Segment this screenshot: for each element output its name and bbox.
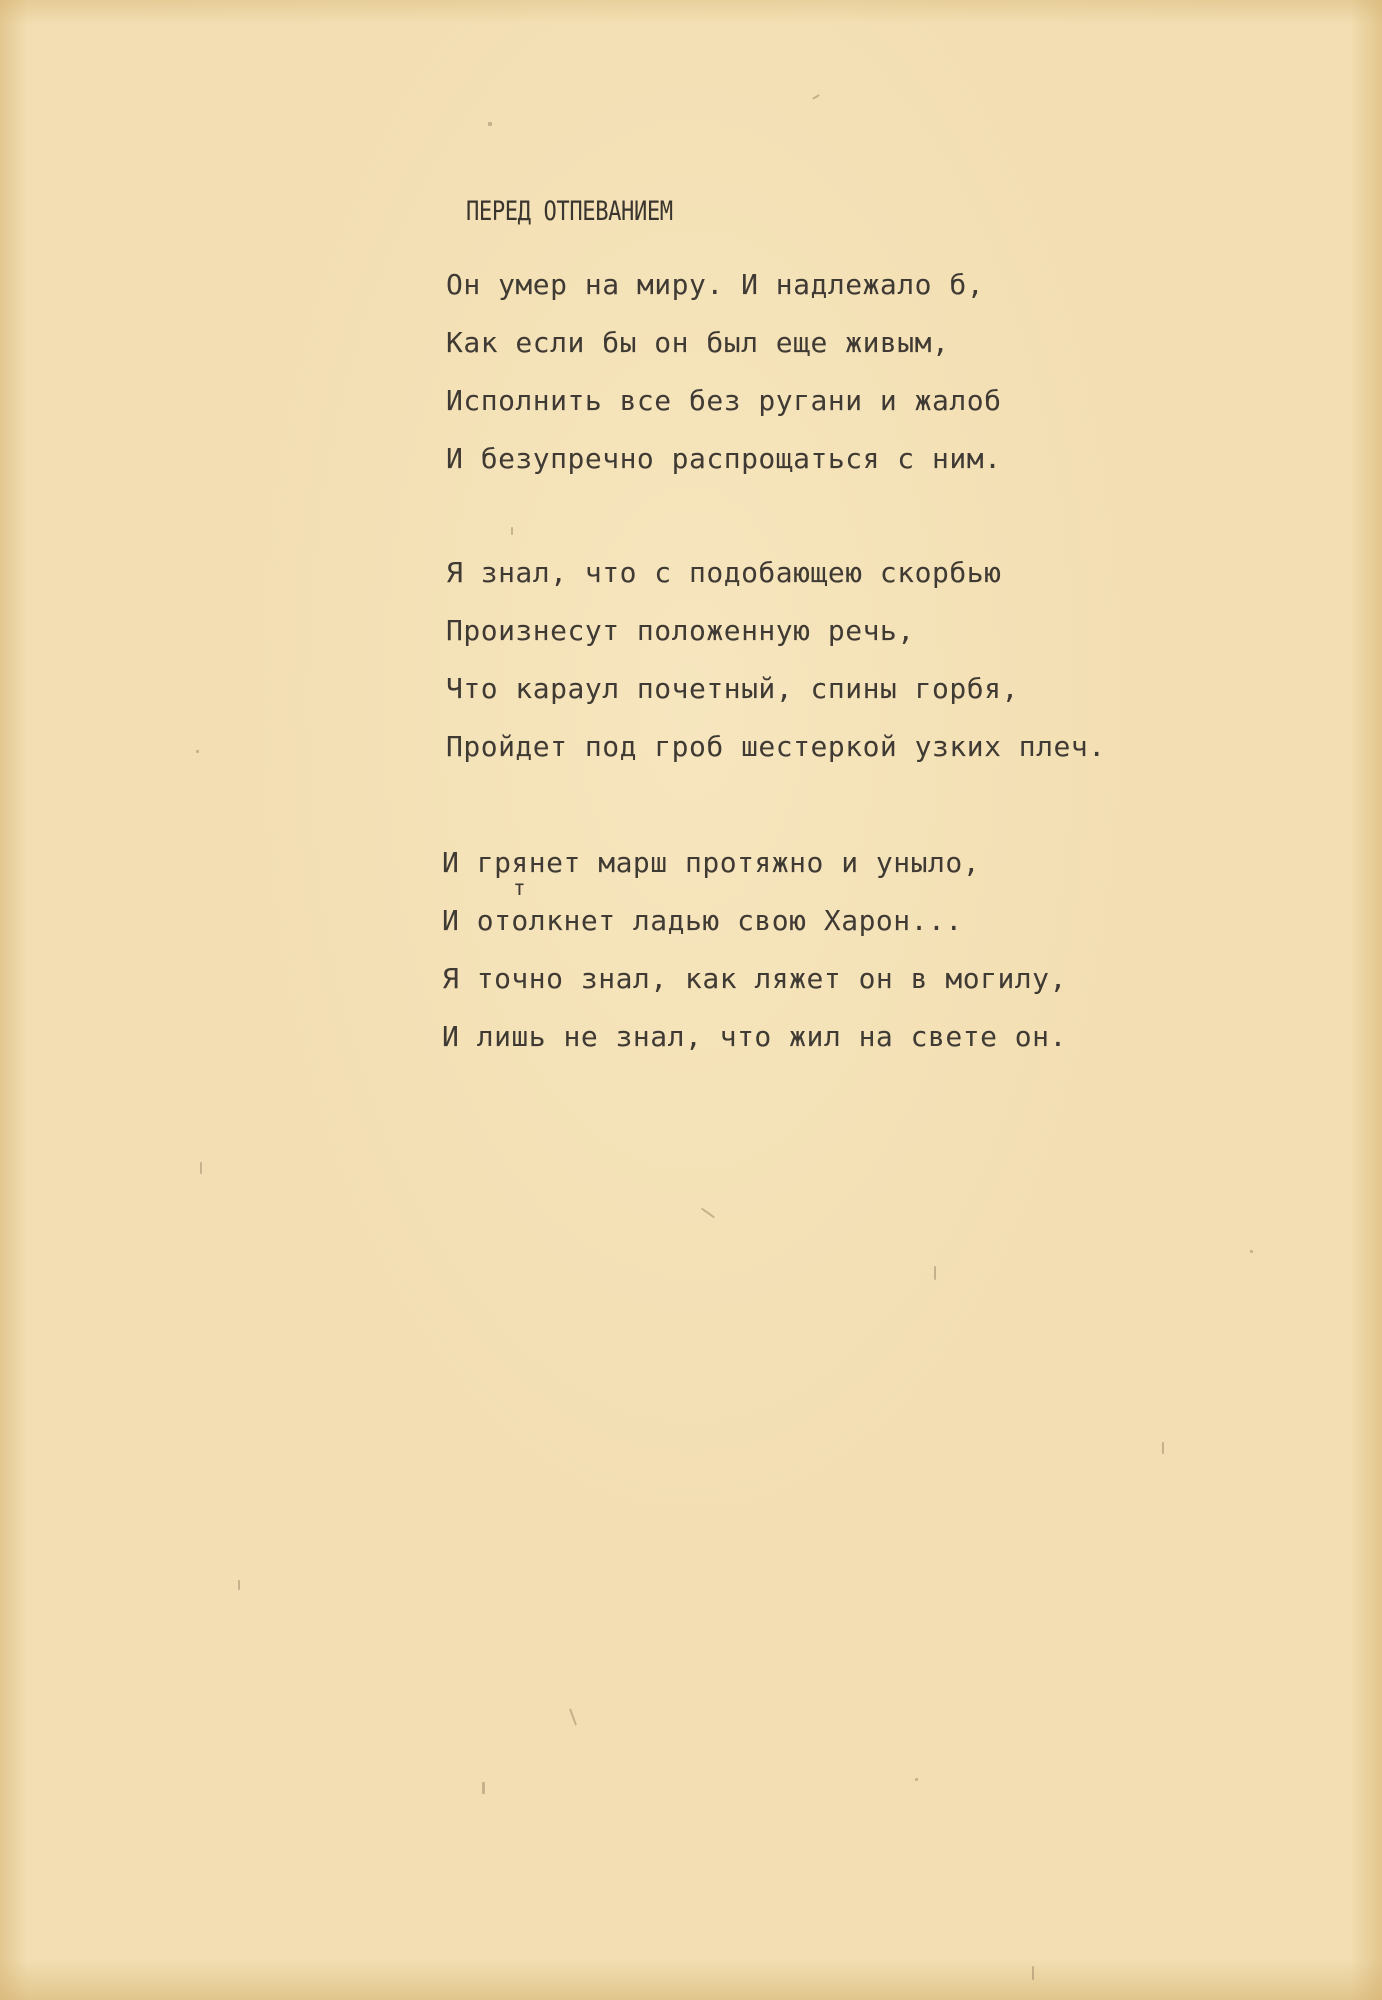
poem-line: И грянет марш протяжно и уныло, xyxy=(442,846,981,879)
poem-line: Произнесут положенную речь, xyxy=(446,614,915,647)
poem-line: Что караул почетный, спины горбя, xyxy=(446,672,1019,705)
poem-line: Я точно знал, как ляжет он в могилу, xyxy=(442,962,1067,995)
poem-title: ПЕРЕД ОТПЕВАНИЕМ xyxy=(466,196,673,227)
poem-line: И отолкнет ладью свою Харон... xyxy=(442,904,963,937)
poem-line: Он умер на миру. И надлежало б, xyxy=(446,268,985,301)
handwritten-correction: т xyxy=(513,876,526,900)
poem-line: Исполнить все без ругани и жалоб xyxy=(446,384,1002,417)
poem-line: Я знал, что с подобающею скорбью xyxy=(446,556,1002,589)
poem-line: Пройдет под гроб шестеркой узких плеч. xyxy=(446,730,1106,763)
poem-line: И безупречно распрощаться с ним. xyxy=(446,442,1002,475)
poem-line: И лишь не знал, что жил на свете он. xyxy=(442,1020,1067,1053)
poem-line: Как если бы он был еще живым, xyxy=(446,326,950,359)
